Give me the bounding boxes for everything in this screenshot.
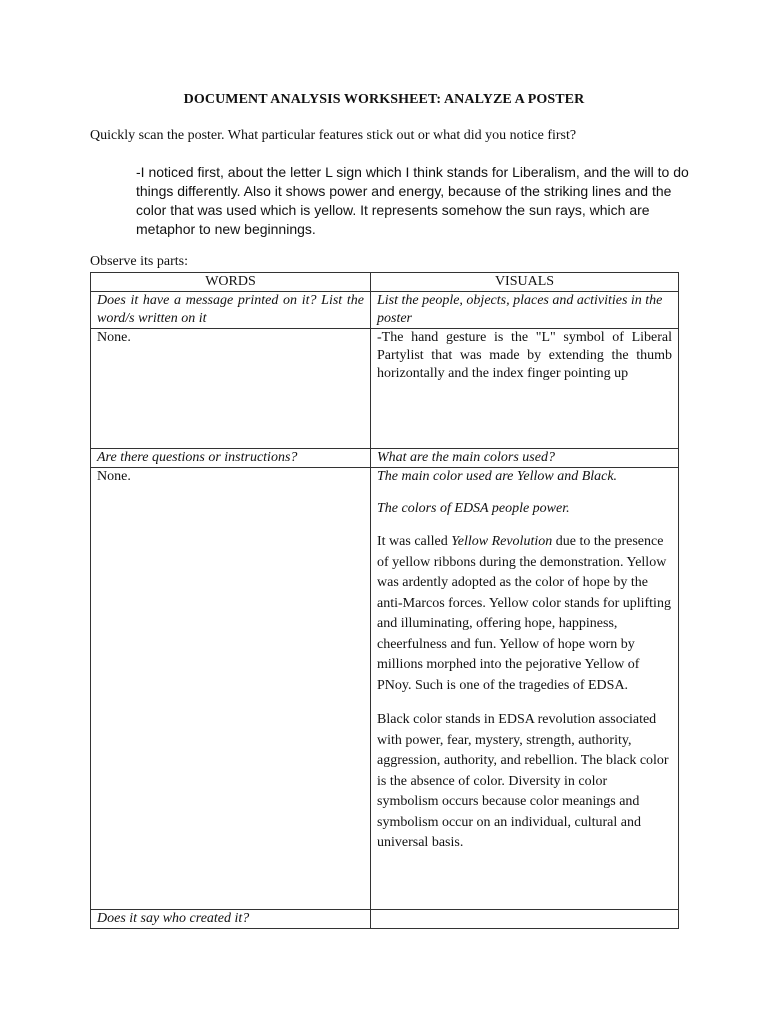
question-words-instructions: Are there questions or instructions?	[91, 449, 371, 468]
answer-visuals-colors	[371, 468, 679, 910]
worksheet-title: DOCUMENT ANALYSIS WORKSHEET: ANALYZE A POSTER	[183, 92, 585, 107]
header-words: WORDS	[91, 273, 371, 292]
table-row	[91, 468, 679, 910]
colors-paragraph-yellow	[377, 532, 672, 696]
colors-paragraph-black: Black color stands in EDSA revolution associated with power, fear, mystery, strength, authority, aggression, authority, and rebellion. The black color is the absence of color. Diversity in color symbolism occurs because color meanings and symbolism occur on an individual, cultural and universal basis.	[377, 712, 669, 850]
question-words-creator: Does it say who created it?	[91, 910, 371, 929]
header-visuals: VISUALS	[371, 273, 679, 292]
colors-paragraph-edsa: The colors of EDSA people power.	[377, 501, 570, 516]
yellow-revolution-emphasis: Yellow Revolution	[451, 534, 553, 549]
answer-visuals-creator	[371, 910, 679, 929]
table-row	[91, 910, 679, 929]
table-header-row	[91, 273, 679, 292]
first-notice-answer: -I noticed first, about the letter L sign which I think stands for Liberalism, and the will to do things differently. Also it shows power and energy, because of the striking lines and the color that was used which is yellow. It represents somehow the sun rays, which are metaphor to new beginnings.	[136, 164, 689, 237]
table-row	[91, 449, 679, 468]
colors-paragraph-main: The main color used are Yellow and Black.	[377, 469, 618, 484]
question-words-message: Does it have a message printed on it? List the word/s written on it	[91, 292, 371, 329]
scan-prompt: Quickly scan the poster. What particular features stick out or what did you notice first?	[90, 128, 577, 143]
table-row	[91, 292, 679, 329]
observe-label: Observe its parts:	[90, 254, 188, 269]
answer-words-instructions: None.	[91, 468, 371, 910]
answer-visuals-people: -The hand gesture is the "L" symbol of Liberal Partylist that was made by extending the thumb horizontally and the index finger pointing up	[371, 329, 679, 449]
analysis-table	[90, 272, 679, 929]
question-visuals-colors: What are the main colors used?	[371, 449, 679, 468]
answer-words-message: None.	[91, 329, 371, 449]
yellow-text-post: due to the presence of yellow ribbons during the demonstration. Yellow was ardently adopted as the color of hope by the anti-Marcos forces. Yellow color stands for uplifting and illuminating, offering hope, happiness, cheerfulness and fun. Yellow of hope worn by millions morphed into the pejorative Yellow of PNoy. Such is one of the tragedies of EDSA.	[377, 534, 671, 693]
question-visuals-people: List the people, objects, places and activities in the poster	[371, 292, 679, 329]
table-row	[91, 329, 679, 449]
yellow-text-pre: It was called	[377, 534, 452, 549]
